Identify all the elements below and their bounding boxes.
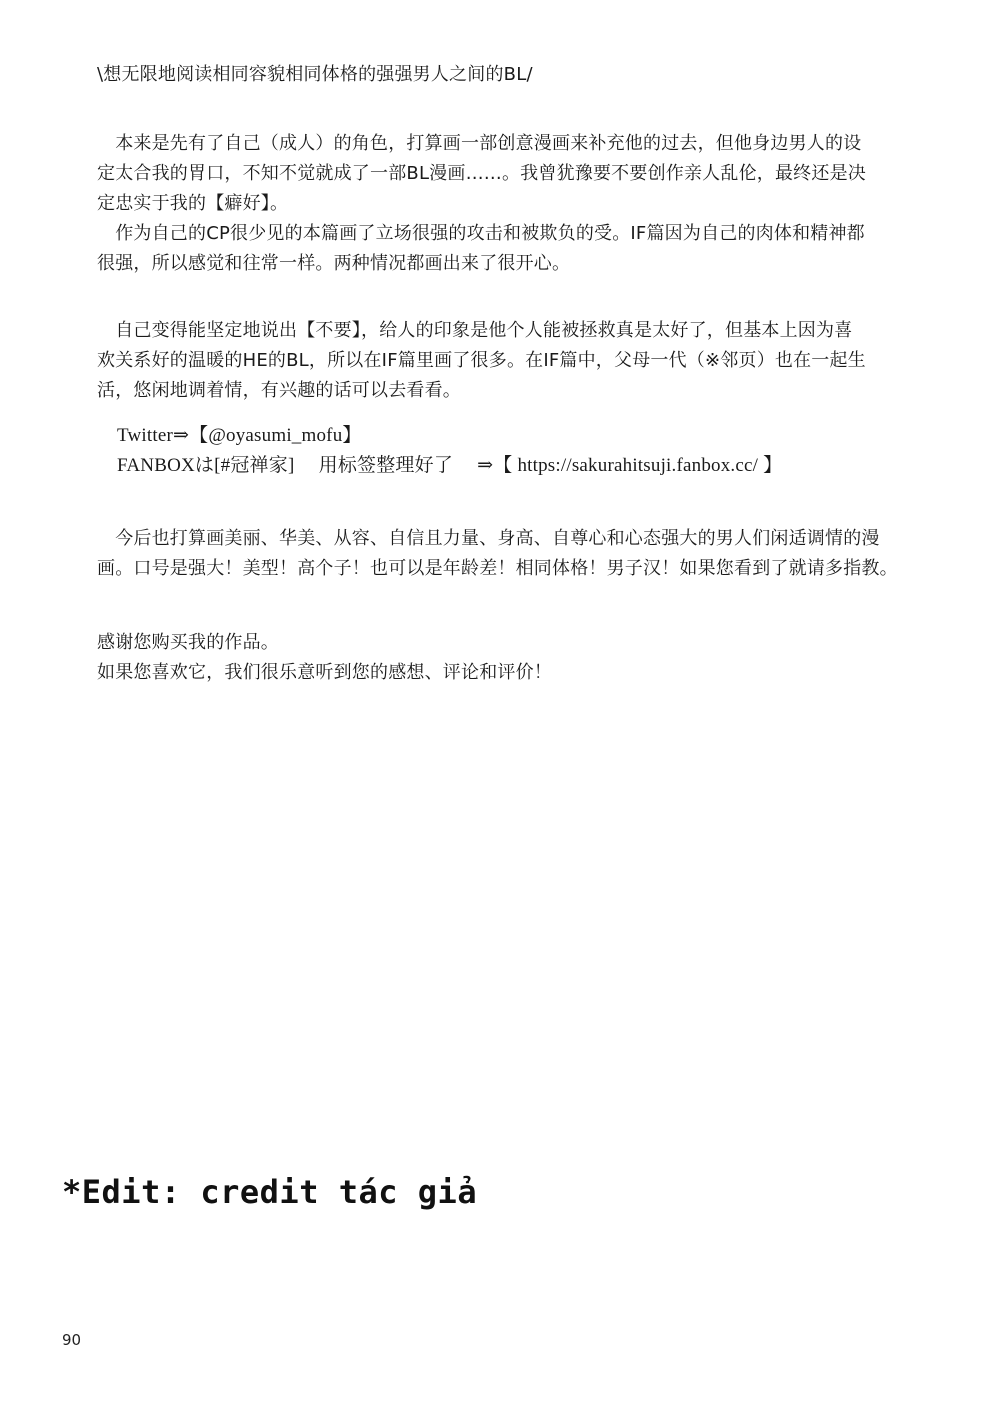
paragraph2-line: 活，悠闲地调着情，有兴趣的话可以去看看。	[97, 380, 461, 401]
paragraph1-line: 本来是先有了自己（成人）的角色，打算画一部创意漫画来补充他的过去，但他身边男人的设	[97, 133, 862, 154]
page-number: 90	[62, 1331, 82, 1349]
paragraph1-line: 作为自己的CP很少见的本篇画了立场很强的攻击和被欺负的受。IF篇因为自己的肉体和精神都	[97, 223, 865, 244]
paragraph1-line: 很强，所以感觉和往常一样。两种情况都画出来了很开心。	[97, 253, 571, 274]
paragraph2-line: 欢关系好的温暖的HE的BL，所以在IF篇里画了很多。在IF篇中，父母一代（※邻页）也在一起生	[97, 350, 866, 371]
paragraph2-line: 自己变得能坚定地说出【不要】，给人的印象是他个人能被拯救真是太好了，但基本上因为喜	[97, 320, 853, 341]
paragraph3-line: 今后也打算画美丽、华美、从容、自信且力量、身高、自尊心和心态强大的男人们闲适调情的漫	[97, 528, 880, 549]
thanks-line: 如果您喜欢它，我们很乐意听到您的感想、评论和评价！	[97, 662, 552, 683]
paragraph3-line: 画。口号是强大！美型！高个子！也可以是年龄差！相同体格！男子汉！如果您看到了就请多指教。	[97, 558, 898, 579]
header-line: \想无限地阅读相同容貌相同体格的强强男人之间的BL/	[97, 64, 533, 85]
fanbox-link[interactable]: FANBOXは[#冠禅家] 用标签整理好了 ⇒【 https://sakurahitsuji.fanbox.cc/ 】	[117, 455, 783, 476]
thanks-line: 感谢您购买我的作品。	[97, 632, 279, 653]
paragraph1-line: 定忠实于我的【癖好】。	[97, 193, 289, 214]
twitter-link[interactable]: Twitter⇒【@oyasumi_mofu】	[117, 425, 362, 446]
edit-credit-note: *Edit: credit tác giả	[62, 1173, 478, 1211]
paragraph1-line: 定太合我的胃口，不知不觉就成了一部BL漫画……。我曾犹豫要不要创作亲人乱伦，最终还是决	[97, 163, 866, 184]
